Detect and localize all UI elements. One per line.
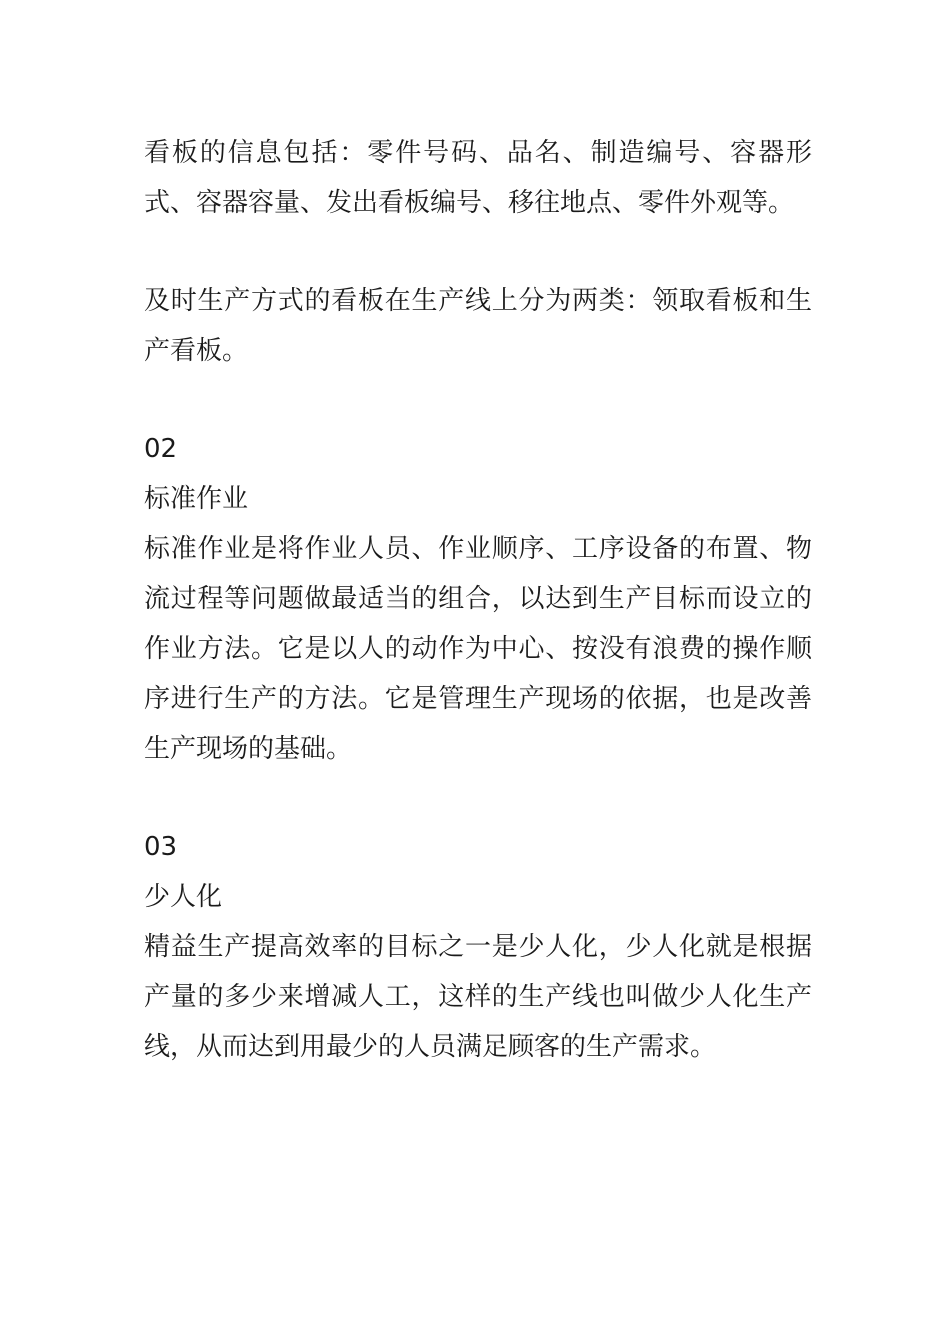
paragraph-spacer [144, 228, 812, 276]
section-number: 03 [144, 832, 178, 862]
section-number: 02 [144, 434, 178, 464]
section-spacer [144, 376, 812, 424]
section-body: 精益生产提高效率的目标之一是少人化，少人化就是根据产量的多少来增减人工，这样的生产线也叫做少人化生产线，从而达到用最少的人员满足顾客的生产需求。 [144, 932, 812, 1062]
kanban-info-paragraph: 看板的信息包括：零件号码、品名、制造编号、容器形式、容器容量、发出看板编号、移往地点、零件外观等。 [144, 138, 812, 218]
section-body: 标准作业是将作业人员、作业顺序、工序设备的布置、物流过程等问题做最适当的组合，以达到生产目标而设立的作业方法。它是以人的动作为中心、按没有浪费的操作顺序进行生产的方法。它是管理生产现场的依据，也是改善生产现场的基础。 [144, 534, 812, 764]
document-page [144, 128, 812, 1072]
section-fewer-workers [144, 822, 812, 1072]
section-spacer [144, 774, 812, 822]
section-standard-work [144, 424, 812, 774]
kanban-types-paragraph: 及时生产方式的看板在生产线上分为两类：领取看板和生产看板。 [144, 286, 812, 366]
section-title: 少人化 [144, 882, 223, 912]
section-title: 标准作业 [144, 484, 249, 514]
